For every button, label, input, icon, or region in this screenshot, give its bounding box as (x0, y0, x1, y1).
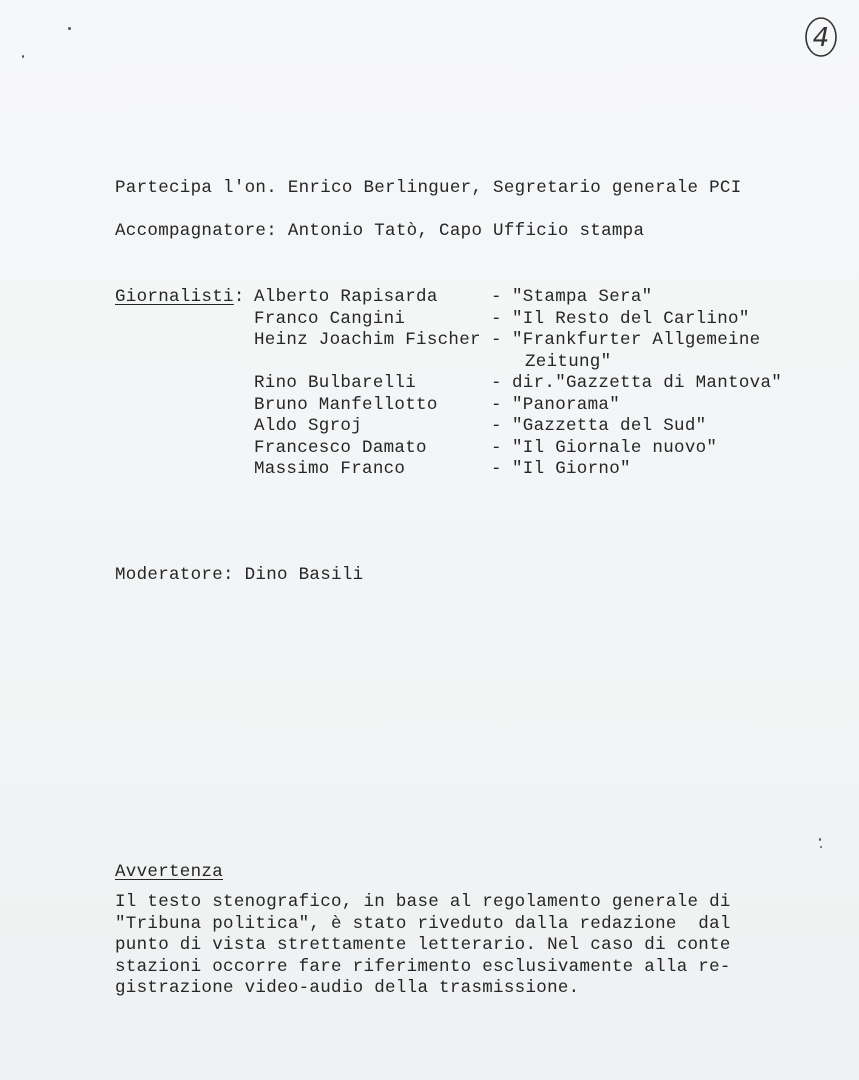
journalists-label-colon: : (233, 287, 245, 307)
journalist-name: Francesco Damato (254, 437, 427, 458)
notice-line: punto di vista strettamente letterario. Nel caso di conte (115, 935, 731, 955)
journalist-dash: - (491, 394, 502, 415)
scan-speck (68, 27, 71, 30)
notice-line: "Tribuna politica", è stato riveduto dalla redazione dal (115, 913, 731, 934)
journalist-name: Massimo Franco (254, 459, 406, 479)
journalist-name: Alberto Rapisarda (254, 287, 438, 307)
journalists-label-text: Giornalisti (115, 287, 234, 307)
notice-line: gistrazione video-audio della trasmissione. (115, 978, 580, 998)
notice-line: Il testo stenografico, in base al regolamento generale di (115, 892, 731, 912)
journalist-dash: - (491, 373, 502, 393)
scan-speck (22, 55, 24, 58)
journalist-outlet: "Frankfurter Allgemeine (512, 330, 761, 350)
page-number-stamp (804, 15, 838, 59)
notice-line: stazioni occorre fare riferimento esclusivamente alla re- (115, 956, 731, 977)
journalist-outlet: Zeitung" (525, 351, 612, 372)
journalist-name: Franco Cangini (254, 308, 406, 329)
journalist-dash: - (491, 416, 502, 436)
journalist-outlet: "Il Giornale nuovo" (512, 437, 718, 458)
journalists-label (115, 287, 245, 309)
journalist-outlet: "Il Resto del Carlino" (512, 308, 750, 329)
scan-speck (819, 838, 821, 841)
journalist-dash: - (491, 459, 502, 479)
journalist-dash: - (491, 287, 502, 307)
journalist-dash: - (491, 330, 502, 350)
journalist-outlet: dir."Gazzetta di Mantova" (512, 373, 783, 393)
journalist-name: Rino Bulbarelli (254, 373, 417, 393)
journalist-outlet: "Stampa Sera" (512, 287, 653, 307)
journalist-dash: - (491, 308, 502, 329)
journalist-name: Heinz Joachim Fischer (254, 330, 481, 350)
journalist-dash: - (491, 437, 502, 458)
journalist-name: Bruno Manfellotto (254, 394, 438, 415)
page-number-text: 4 (812, 23, 830, 53)
journalist-outlet: "Il Giorno" (512, 459, 631, 479)
journalist-name: Aldo Sgroj (254, 416, 363, 436)
notice-heading: Avvertenza (115, 862, 224, 882)
moderator-line: Moderatore: Dino Basili (115, 565, 364, 585)
journalist-outlet: "Panorama" (512, 394, 621, 415)
participant-line: Partecipa l'on. Enrico Berlinguer, Segretario generale PCI (115, 178, 742, 198)
journalist-outlet: "Gazzetta del Sud" (512, 416, 707, 436)
scan-speck (820, 846, 822, 848)
circled-number-icon (804, 15, 838, 59)
companion-line: Accompagnatore: Antonio Tatò, Capo Ufficio stampa (115, 221, 645, 241)
notice-body (115, 892, 731, 1000)
